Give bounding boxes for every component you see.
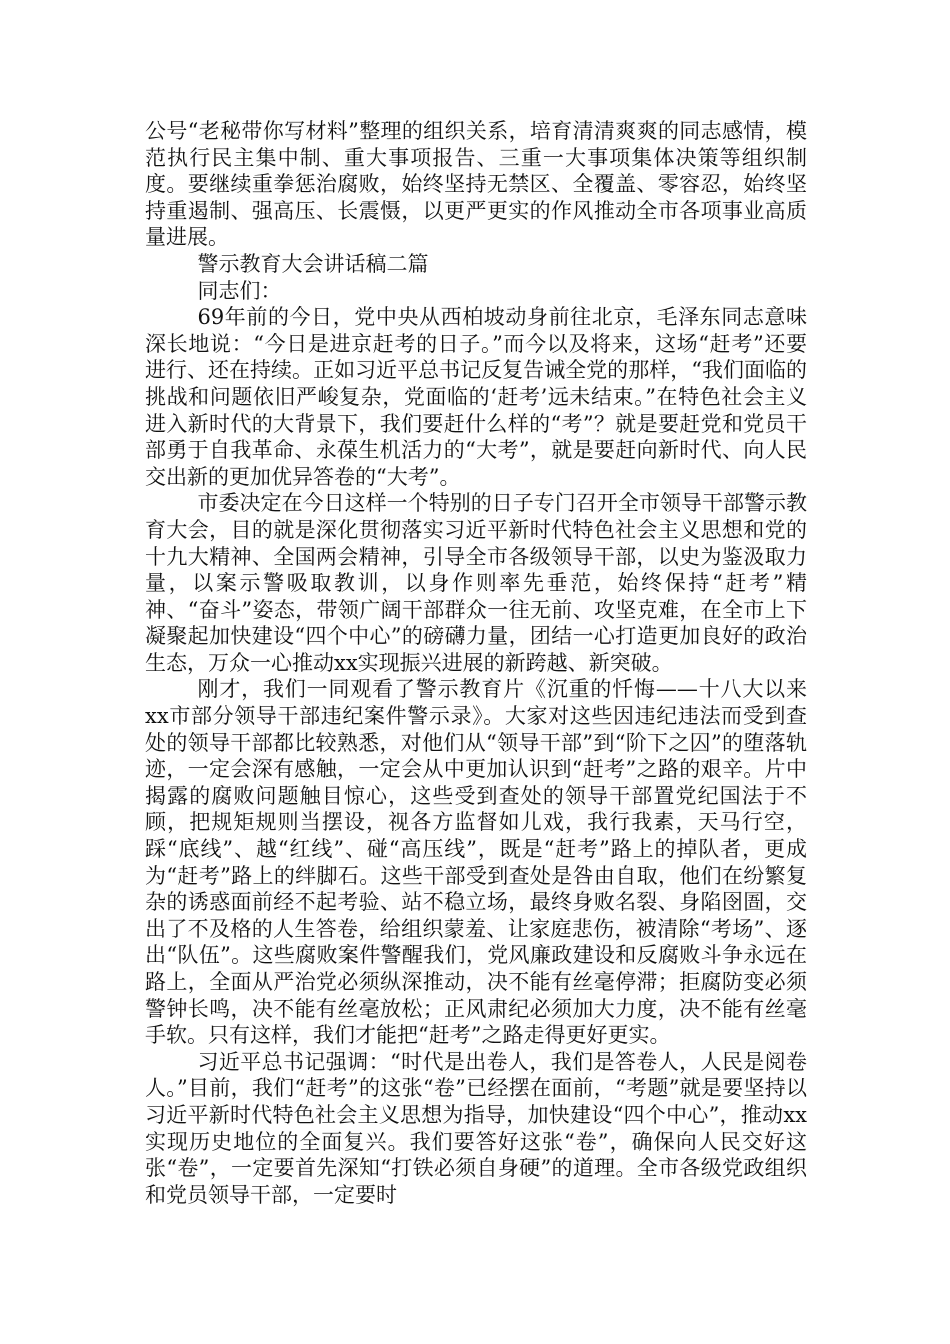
section-title: 警示教育大会讲话稿二篇	[197, 251, 429, 276]
document-page	[145, 118, 807, 1208]
paragraph-meeting-purpose: 市委决定在今日这样一个特别的日子专门召开全市领导干部警示教育大会，目的就是深化贯彻落实习近平新时代特色社会主义思想和党的十九大精神、全国两会精神，引导全市各级领导干部，以史为鉴汲取力量，以案示警吸取教训，以身作则率先垂范，始终保持“赶考”精神、“奋斗”姿态，带领广阔干部群众一往无前、攻坚克难，在全市上下凝聚起加快建设“四个中心”的磅礴力量，团结一心打造更加良好的政治生态，万众一心推动xx实现振兴进展的新跨越、新突破。	[145, 491, 807, 675]
paragraph-answer-sheet: 习近平总书记强调：“时代是出卷人，我们是答卷人，人民是阅卷人。”目前，我们“赶考”的这张“卷”已经摆在面前，“考题”就是要坚持以习近平新时代特色社会主义思想为指导，加快建设“四个中心”，推动xx实现历史地位的全面复兴。我们要答好这张“卷”，确保向人民交好这张“卷”，一定要首先深知“打铁必须自身硬”的道理。全市各级党政组织和党员领导干部，一定要时	[145, 1049, 807, 1207]
paragraph-anniversary: 69年前的今日，党中央从西柏坡动身前往北京，毛泽东同志意味深长地说：“今日是进京赶考的日子。”而今以及将来，这场“赶考”还要进行、还在持续。正如习近平总书记反复告诫全党的那样，“我们面临的挑战和问题依旧严峻复杂，党面临的‘赶考’远未结束。”在特色社会主义进入新时代的大背景下，我们要赶什么样的“考”？就是要赶党和党员干部勇于自我革命、永葆生机活力的“大考”，就是要赶向新时代、向人民交出新的更加优异答卷的“大考”。	[145, 305, 807, 489]
paragraph-intro-continuation: 公号“老秘带你写材料”整理的组织关系，培育清清爽爽的同志感情，模范执行民主集中制、重大事项报告、三重一大事项集体决策等组织制度。要继续重拳惩治腐败，始终坚持无禁区、全覆盖、零容忍，始终坚持重遏制、强高压、长震慑，以更严更实的作风推动全市各项事业高质量进展。	[145, 119, 807, 250]
paragraph-warning-film: 刚才，我们一同观看了警示教育片《沉重的忏悔——十八大以来xx市部分领导干部违纪案件警示录》。大家对这些因违纪违法而受到查处的领导干部都比较熟悉，对他们从“领导干部”到“阶下之囚”的堕落轨迹，一定会深有感触，一定会从中更加认识到“赶考”之路的艰辛。片中揭露的腐败问题触目惊心，这些受到查处的领导干部置党纪国法于不顾，把规矩规则当摆设，视各方监督如儿戏，我行我素，天马行空，踩“底线”、越“红线”、碰“高压线”，既是“赶考”路上的掉队者，更成为“赶考”路上的绊脚石。这些干部受到查处是咎由自取，他们在纷繁复杂的诱惑面前经不起考验、站不稳立场，最终身败名裂、身陷囹圄，交出了不及格的人生答卷，给组织蒙羞、让家庭悲伤，被清除“考场”、逐出“队伍”。这些腐败案件警醒我们，党风廉政建设和反腐败斗争永远在路上，全面从严治党必须纵深推动，决不能有丝毫停滞；拒腐防变必须警钟长鸣，决不能有丝毫放松；正风肃纪必须加大力度，决不能有丝毫手软。只有这样，我们才能把“赶考”之路走得更好更实。	[145, 677, 807, 1048]
salutation: 同志们：	[197, 278, 282, 303]
